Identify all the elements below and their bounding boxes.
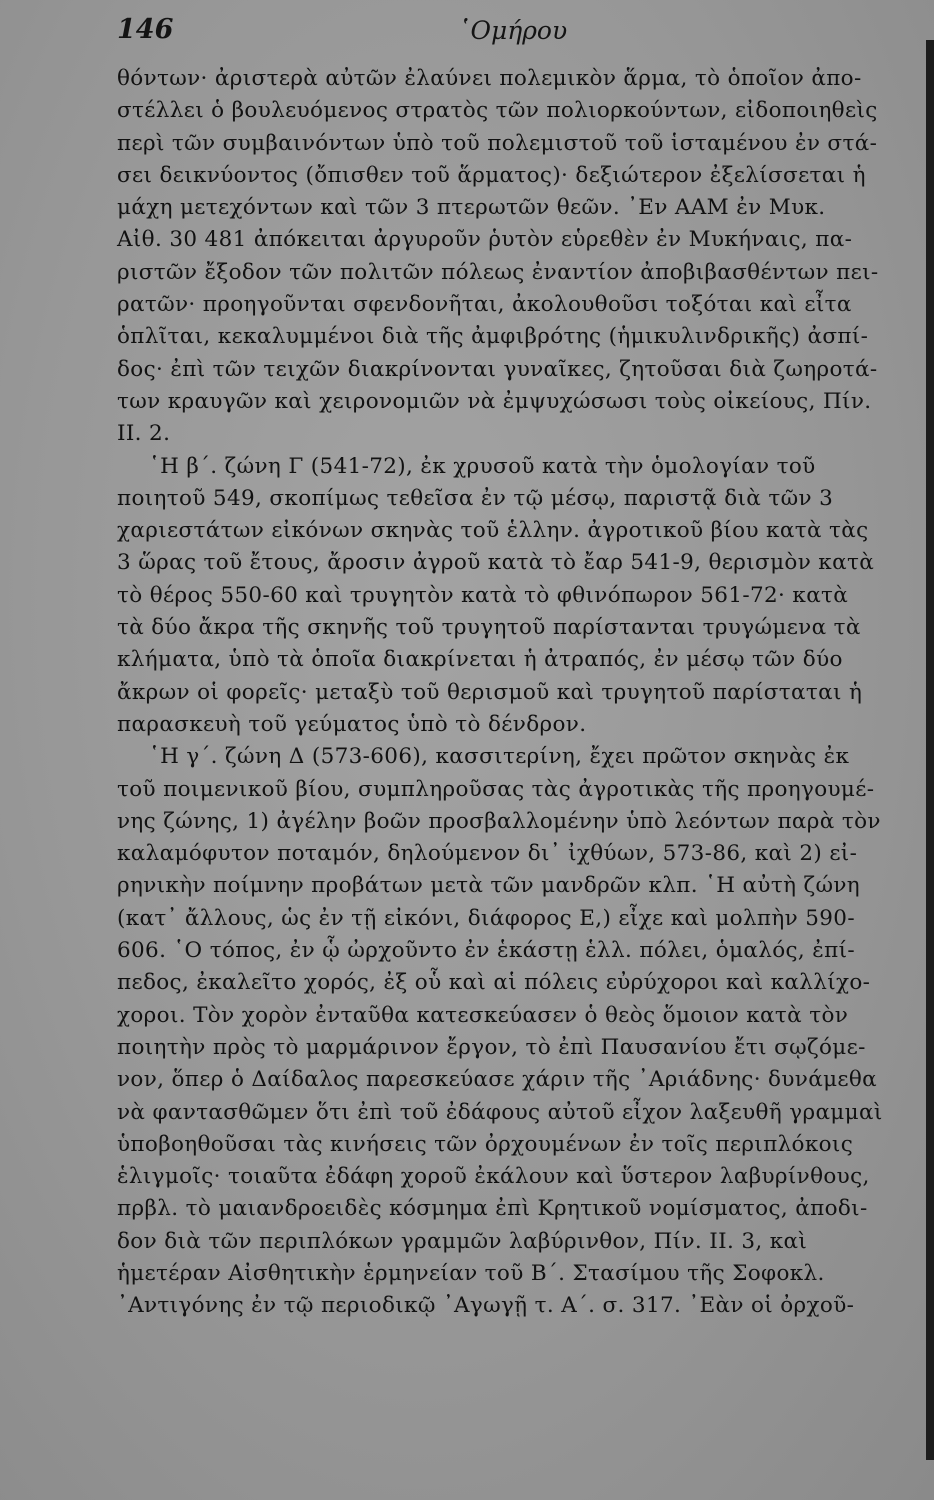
body-text [117, 63, 934, 1355]
text-line: ἄκρων οἱ φορεῖς· μεταξὺ τοῦ θερισμοῦ καὶ τρυγητοῦ παρίσταται ἡ [117, 679, 863, 705]
text-line: 606. ῾Ο τόπος, ἐν ᾧ ὠρχοῦντο ἐν ἑκάστῃ ἑλλ. πόλει, ὁμαλός, ἐπί- [117, 938, 856, 964]
text-line: καλαμόφυτον ποταμόν, δηλούμενον δι᾿ ἰχθύων, 573-86, καὶ 2) εἰ- [117, 841, 858, 867]
text-line: 3 ὥρας τοῦ ἔτους, ἄροσιν ἀγροῦ κατὰ τὸ ἔαρ 541-9, θερισμὸν κατὰ [117, 550, 875, 576]
text-line: πρβλ. τὸ μαιανδροειδὲς κόσμημα ἐπὶ Κρητικοῦ νομίσματος, ἀποδι- [117, 1196, 868, 1222]
text-line: των κραυγῶν καὶ χειρονομιῶν νὰ ἐμψυχώσωσι τοὺς οἰκείους, Πίν. [117, 388, 872, 414]
text-line: κλήματα, ὑπὸ τὰ ὁποῖα διακρίνεται ἡ ἀτραπός, ἐν μέσῳ τῶν δύο [117, 647, 843, 673]
text-line: μάχη μετεχόντων καὶ τῶν 3 πτερωτῶν θεῶν. ᾿Εν ΑΑΜ ἐν Μυκ. [117, 195, 826, 221]
text-line: II. 2. [117, 421, 171, 447]
text-line: ριστῶν ἔξοδον τῶν πολιτῶν πόλεως ἐναντίον ἀποβιβασθέντων πει- [117, 259, 879, 285]
text-line: χοροι. Τὸν χορὸν ἐνταῦθα κατεσκεύασεν ὁ θεὸς ὅμοιον κατὰ τὸν [117, 1002, 849, 1028]
text-line: ποιητὴν πρὸς τὸ μαρμάρινον ἔργον, τὸ ἐπὶ Παυσανίου ἔτι σῳζόμε- [117, 1034, 866, 1060]
text-line: ἑλιγμοῖς· τοιαῦτα ἐδάφη χοροῦ ἐκάλουν καὶ ὕστερον λαβυρίνθους, [117, 1164, 870, 1190]
text-line: παρασκευὴ τοῦ γεύματος ὑπὸ τὸ δένδρον. [117, 711, 587, 737]
text-line: τοῦ ποιμενικοῦ βίου, συμπληροῦσας τὰς ἀγροτικὰς τῆς προηγουμέ- [117, 776, 875, 802]
text-line: πεδος, ἐκαλεῖτο χορός, ἐξ οὗ καὶ αἱ πόλεις εὐρύχοροι καὶ καλλίχο- [117, 970, 871, 996]
text-line: δον διὰ τῶν περιπλόκων γραμμῶν λαβύρινθον, Πίν. II. 3, καὶ [117, 1228, 808, 1254]
text-line: ὑποβοηθοῦσαι τὰς κινήσεις τῶν ὀρχουμένων ἐν τοῖς περιπλόκοις [117, 1131, 854, 1157]
text-line: ποιητοῦ 549, σκοπίμως τεθεῖσα ἐν τῷ μέσῳ, παριστᾷ διὰ τῶν 3 [117, 485, 834, 511]
text-line: Αἰθ. 30 481 ἀπόκειται ἀργυροῦν ῥυτὸν εὑρεθὲν ἐν Μυκήναις, πα- [117, 227, 853, 253]
text-line: δος· ἐπὶ τῶν τειχῶν διακρίνονται γυναῖκες, ζητοῦσαι διὰ ζωηροτά- [117, 356, 878, 382]
running-head: ῾Ομήρου [458, 16, 568, 45]
text-line: περὶ τῶν συμβαινόντων ὑπὸ τοῦ πολεμιστοῦ τοῦ ἱσταμένου ἐν στά- [117, 130, 878, 156]
text-line: ᾿Αντιγόνης ἐν τῷ περιοδικῷ ᾿Αγωγῇ τ. Α΄. σ. 317. ᾿Εὰν οἱ ὀρχοῦ- [117, 1293, 855, 1319]
text-line: θόντων· ἀριστερὰ αὐτῶν ἐλαύνει πολεμικὸν ἅρμα, τὸ ὁποῖον ἀπο- [117, 66, 862, 91]
text-line: ρηνικὴν ποίμνην προβάτων μετὰ τῶν μανδρῶν κλπ. ῾Η αὐτὴ ζώνη [117, 873, 861, 899]
text-line: ρατῶν· προηγοῦνται σφενδονῆται, ἀκολουθοῦσι τοξόται καὶ εἶτα [117, 292, 852, 318]
paragraph-start-line: ῾Η β΄. ζώνη Γ (541-72), ἐκ χρυσοῦ κατὰ τὴν ὁμολογίαν τοῦ [149, 453, 816, 479]
text-line: σει δεικνύοντος (ὄπισθεν τοῦ ἅρματος)· δεξιώτερον ἐξελίσσεται ἡ [117, 162, 866, 188]
text-line: στέλλει ὁ βουλευόμενος στρατὸς τῶν πολιορκούντων, εἰδοποιηθεὶς [117, 98, 878, 124]
text-line: χαριεστάτων εἰκόνων σκηνὰς τοῦ ἑλλην. ἀγροτικοῦ βίου κατὰ τὰς [117, 518, 869, 544]
text-line: νον, ὅπερ ὁ Δαίδαλος παρεσκεύασε χάριν τῆς ᾿Αριάδνης· δυνάμεθα [117, 1067, 878, 1093]
text-line: νὰ φαντασθῶμεν ὅτι ἐπὶ τοῦ ἐδάφους αὐτοῦ εἶχον λαξευθῆ γραμμαὶ [117, 1099, 883, 1125]
text-line: τὰ δύο ἄκρα τῆς σκηνῆς τοῦ τρυγητοῦ παρίστανται τρυγώμενα τὰ [117, 615, 861, 641]
text-line: ὁπλῖται, κεκαλυμμένοι διὰ τῆς ἀμφιβρότης (ἡμικυλινδρικῆς) ἀσπί- [117, 324, 869, 350]
page-number: 146 [117, 14, 174, 45]
text-line: ἡμετέραν Αἰσθητικὴν ἑρμηνείαν τοῦ Β΄. Στασίμου τῆς Σοφοκλ. [117, 1260, 825, 1286]
text-line [117, 1323, 934, 1355]
text-line: τὸ θέρος 550-60 καὶ τρυγητὸν κατὰ τὸ φθινόπωρον 561-72· κατὰ [117, 582, 849, 608]
paragraph-start-line: ῾Η γ΄. ζώνη Δ (573-606), κασσιτερίνη, ἔχει πρῶτον σκηνὰς ἐκ [149, 744, 850, 770]
text-line: νης ζώνης, 1) ἀγέλην βοῶν προσβαλλομένην ὑπὸ λεόντων παρὰ τὸν [117, 808, 881, 834]
text-line: (κατ᾿ ἄλλους, ὡς ἐν τῇ εἰκόνι, διάφορος Ε,) εἶχε καὶ μολπὴν 590- [117, 905, 855, 931]
